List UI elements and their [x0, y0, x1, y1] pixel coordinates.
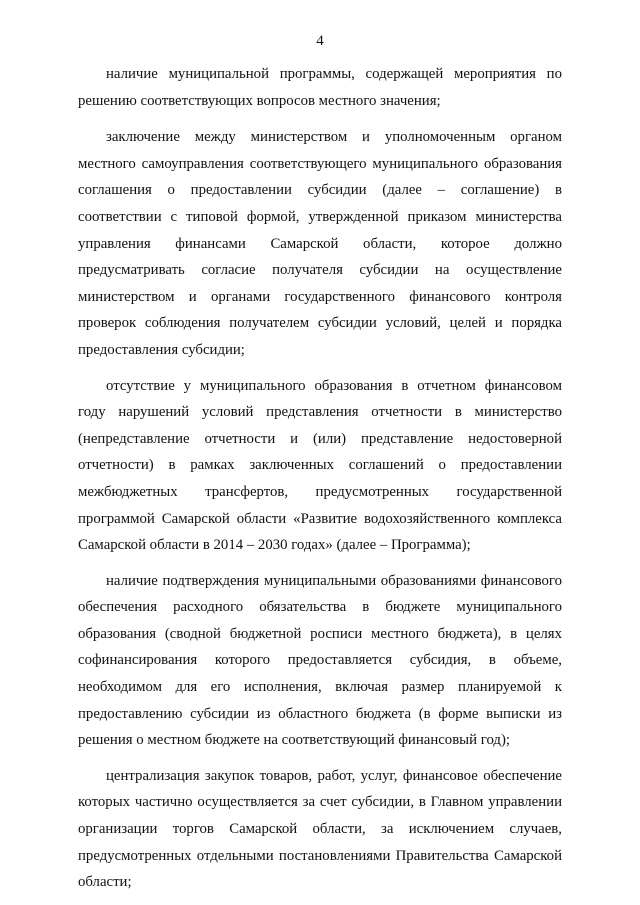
paragraph-procurement-centralization: централизация закупок товаров, работ, услуг, финансовое обеспечение которых частично осуществляется за счет субсидии, в Главном управлении организации торгов Самарской области, за исключением случаев, предусмотренных отдельными постановлениями Правительства Самарской области;: [78, 767, 562, 891]
paragraph-municipal-program: наличие муниципальной программы, содержащей мероприятия по решению соответствующих вопросов местного значения;: [78, 66, 562, 109]
paragraph-financial-confirmation: наличие подтверждения муниципальными образованиями финансового обеспечения расходного обязательства в бюджете муниципального образования (сводной бюджетной росписи местного бюджета), в целях софинансирования которого предоставляется субсидия, в объеме, необходимом для его исполнения, включая размер планируемой к предоставлению субсидии из областного бюджета (в форме выписки из решения о местном бюджете на соответствующий финансовый год);: [78, 572, 562, 749]
paragraph-subsidy-agreement: заключение между министерством и уполномоченным органом местного самоуправления соответствующего муниципального образования соглашения о предоставлении субсидии (далее – соглашение) в соответствии с типовой формой, утвержденной приказом министерства управления финансами Самарской области, которое должно предусматривать согласие получателя субсидии на осуществление министерством и органами государственного финансового контроля проверок соблюдения получателем субсидии условий, целей и порядка предоставления субсидии;: [78, 129, 562, 358]
page-number: 4: [316, 33, 324, 49]
paragraph-reporting-violations: отсутствие у муниципального образования в отчетном финансовом году нарушений условий представления отчетности в министерство (непредставление отчетности и (или) представление недостоверной отчетности) в рамках заключенных соглашений о предоставлении межбюджетных трансфертов, предусмотренных государственной программой Самарской области «Развитие водохозяйственного комплекса Самарской области в 2014 – 2030 годах» (далее – Программа);: [78, 377, 562, 554]
document-body: [78, 61, 562, 896]
